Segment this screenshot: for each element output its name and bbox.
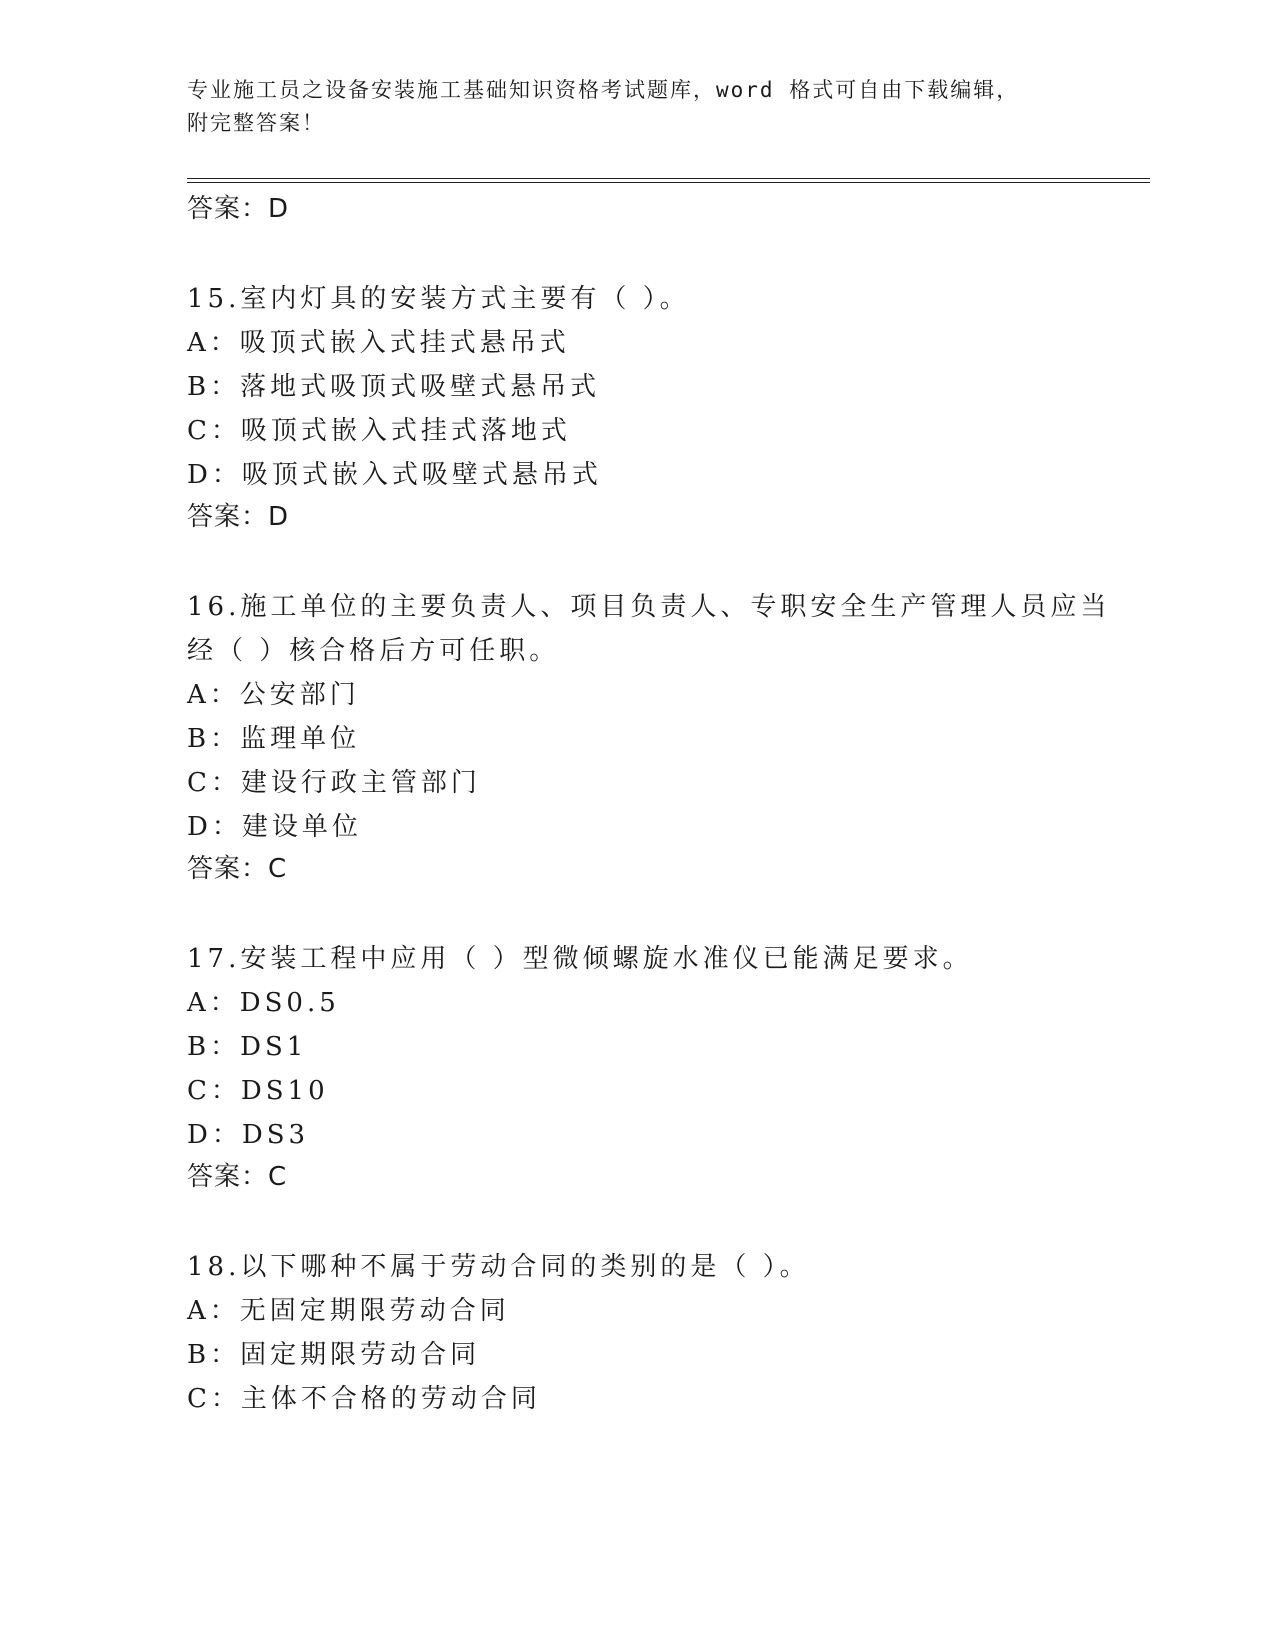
question-16-stem-line-1: 16.施工单位的主要负责人、项目负责人、专职安全生产管理人员应当 [187, 592, 1111, 622]
header-line-2: 附完整答案！ [187, 111, 325, 135]
question-15-option-b: B：落地式吸顶式吸壁式悬吊式 [187, 372, 601, 402]
question-17-option-d: D：DS3 [187, 1120, 310, 1150]
question-16-answer: 答案：C [187, 854, 288, 884]
question-18-stem: 18.以下哪种不属于劳动合同的类别的是（ ）。 [187, 1252, 810, 1282]
question-17-option-c: C：DS10 [187, 1076, 329, 1106]
question-16-option-a: A：公安部门 [187, 680, 360, 710]
question-17-answer: 答案：C [187, 1162, 288, 1192]
question-16-stem-line-2: 经（ ）核合格后方可任职。 [187, 636, 560, 666]
question-18-option-c: C：主体不合格的劳动合同 [187, 1384, 541, 1414]
header-divider-bottom [187, 182, 1150, 183]
previous-answer: 答案：D [187, 194, 290, 224]
question-15-answer: 答案：D [187, 502, 290, 532]
question-15-stem: 15.室内灯具的安装方式主要有（ ）。 [187, 284, 690, 314]
header-divider-top [187, 178, 1150, 179]
question-16-option-b: B：监理单位 [187, 724, 361, 754]
question-15-option-a: A：吸顶式嵌入式挂式悬吊式 [187, 328, 570, 358]
question-17-option-b: B：DS1 [187, 1032, 308, 1062]
question-16-option-c: C：建设行政主管部门 [187, 768, 481, 798]
question-16-option-d: D：建设单位 [187, 812, 362, 842]
question-18-option-a: A：无固定期限劳动合同 [187, 1296, 510, 1326]
document-header [187, 74, 1087, 140]
question-18-option-b: B：固定期限劳动合同 [187, 1340, 481, 1370]
question-15-option-d: D：吸顶式嵌入式吸壁式悬吊式 [187, 460, 602, 490]
question-15-option-c: C：吸顶式嵌入式挂式落地式 [187, 416, 571, 446]
header-line-1: 专业施工员之设备安装施工基础知识资格考试题库，word 格式可自由下载编辑， [187, 78, 1020, 102]
question-17-stem: 17.安装工程中应用（ ）型微倾螺旋水准仪已能满足要求。 [187, 944, 973, 974]
question-17-option-a: A：DS0.5 [187, 988, 340, 1018]
